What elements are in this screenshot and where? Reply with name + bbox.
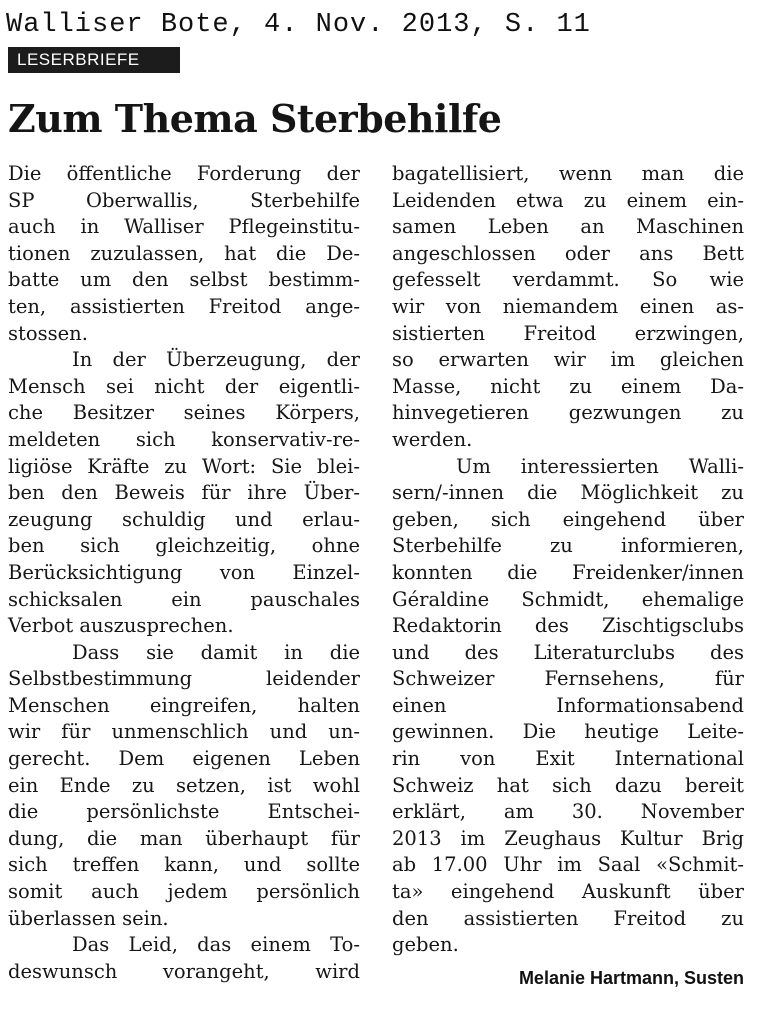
text-line: Redaktorin des Zischtigsclubs xyxy=(392,614,744,638)
text-line: einen Informationsabend xyxy=(392,693,744,717)
text-line: Dass sie damit in die xyxy=(72,640,360,664)
text-line: SP Oberwallis, Sterbehilfe xyxy=(8,188,360,212)
text-line: Menschen eingreifen, halten xyxy=(8,693,360,717)
text-line: ten, assistierten Freitod ange- xyxy=(8,294,360,318)
text-line: gewinnen. Die heutige Leite- xyxy=(392,720,744,744)
text-line: dung, die man überhaupt für xyxy=(8,826,360,850)
text-line: gefesselt verdammt. So wie xyxy=(392,268,744,292)
column-right xyxy=(392,161,744,959)
text-line: Verbot auszusprechen. xyxy=(8,614,234,638)
text-line: deswunsch vorangeht, wird xyxy=(8,959,360,983)
text-line: che Besitzer seines Körpers, xyxy=(8,401,360,425)
text-line: ben den Beweis für ihre Über- xyxy=(8,481,360,505)
text-line: den assistierten Freitod zu xyxy=(392,906,744,930)
text-line: tionen zuzulassen, hat die De- xyxy=(8,241,360,265)
text-line: samen Leben an Maschinen xyxy=(392,215,744,239)
text-line: angeschlossen oder ans Bett xyxy=(392,241,744,265)
text-line: gerecht. Dem eigenen Leben xyxy=(8,747,360,771)
text-line: ben sich gleichzeitig, ohne xyxy=(8,534,360,558)
text-line: ab 17.00 Uhr im Saal «Schmit- xyxy=(392,853,744,877)
text-line: sich treffen kann, und sollte xyxy=(8,853,360,877)
text-line: so erwarten wir im gleichen xyxy=(392,348,744,372)
text-line: die persönlichste Entschei- xyxy=(8,800,360,824)
text-line: geben, sich eingehend über xyxy=(392,507,744,531)
text-line: und des Literaturclubs des xyxy=(392,640,744,664)
text-line: Masse, nicht zu einem Da- xyxy=(392,374,744,398)
text-line: überlassen sein. xyxy=(8,906,169,930)
text-line: Leidenden etwa zu einem ein- xyxy=(392,188,744,212)
text-line: geben. xyxy=(392,933,459,957)
text-line: wir von niemandem einen as- xyxy=(392,294,744,318)
author-signature: Melanie Hartmann, Susten xyxy=(518,968,744,988)
text-line: ligiöse Kräfte zu Wort: Sie blei- xyxy=(8,454,360,478)
text-line: hinvegetieren gezwungen zu xyxy=(392,401,744,425)
text-line: meldeten sich konservativ-re- xyxy=(8,427,360,451)
headline: Zum Thema Sterbehilfe xyxy=(8,96,502,141)
text-line: wir für unmenschlich und un- xyxy=(8,720,360,744)
text-line: sern/-innen die Möglichkeit zu xyxy=(392,481,744,505)
source-line: Walliser Bote, 4. Nov. 2013, S. 11 xyxy=(6,10,591,40)
text-line: In der Überzeugung, der xyxy=(72,348,360,372)
text-line: stossen. xyxy=(8,321,88,345)
text-line: bagatellisiert, wenn man die xyxy=(392,162,744,185)
text-line: Schweizer Fernsehens, für xyxy=(392,667,744,691)
text-line: auch in Walliser Pflegeinstitu- xyxy=(8,215,360,239)
text-line: ein Ende zu setzen, ist wohl xyxy=(8,773,360,797)
text-line: Mensch sei nicht der eigentli- xyxy=(8,374,360,398)
rubric-label: LESERBRIEFE xyxy=(8,47,180,73)
text-line: somit auch jedem persönlich xyxy=(8,880,360,904)
text-line: Schweiz hat sich dazu bereit xyxy=(392,773,744,797)
text-line: Das Leid, das einem To- xyxy=(72,933,360,957)
column-left xyxy=(8,161,360,985)
text-line: sistierten Freitod erzwingen, xyxy=(392,321,744,345)
text-line: konnten die Freidenker/innen xyxy=(392,560,744,584)
text-line: schicksalen ein pauschales xyxy=(8,587,360,611)
text-line: erklärt, am 30. November xyxy=(392,800,744,824)
text-line: batte um den selbst bestimm- xyxy=(8,268,360,292)
text-line: werden. xyxy=(392,427,473,451)
text-line: zeugung schuldig und erlau- xyxy=(8,507,360,531)
text-line: Sterbehilfe zu informieren, xyxy=(392,534,744,558)
text-line: 2013 im Zeughaus Kultur Brig xyxy=(392,826,744,850)
text-line: rin von Exit International xyxy=(392,747,744,771)
text-line: Géraldine Schmidt, ehemalige xyxy=(392,587,744,611)
text-line: Um interessierten Walli- xyxy=(456,454,744,478)
text-line: Selbstbestimmung leidender xyxy=(8,667,360,691)
text-line: Die öffentliche Forderung der xyxy=(8,162,360,185)
text-line: ta» eingehend Auskunft über xyxy=(392,880,744,904)
text-line: Berücksichtigung von Einzel- xyxy=(8,560,360,584)
